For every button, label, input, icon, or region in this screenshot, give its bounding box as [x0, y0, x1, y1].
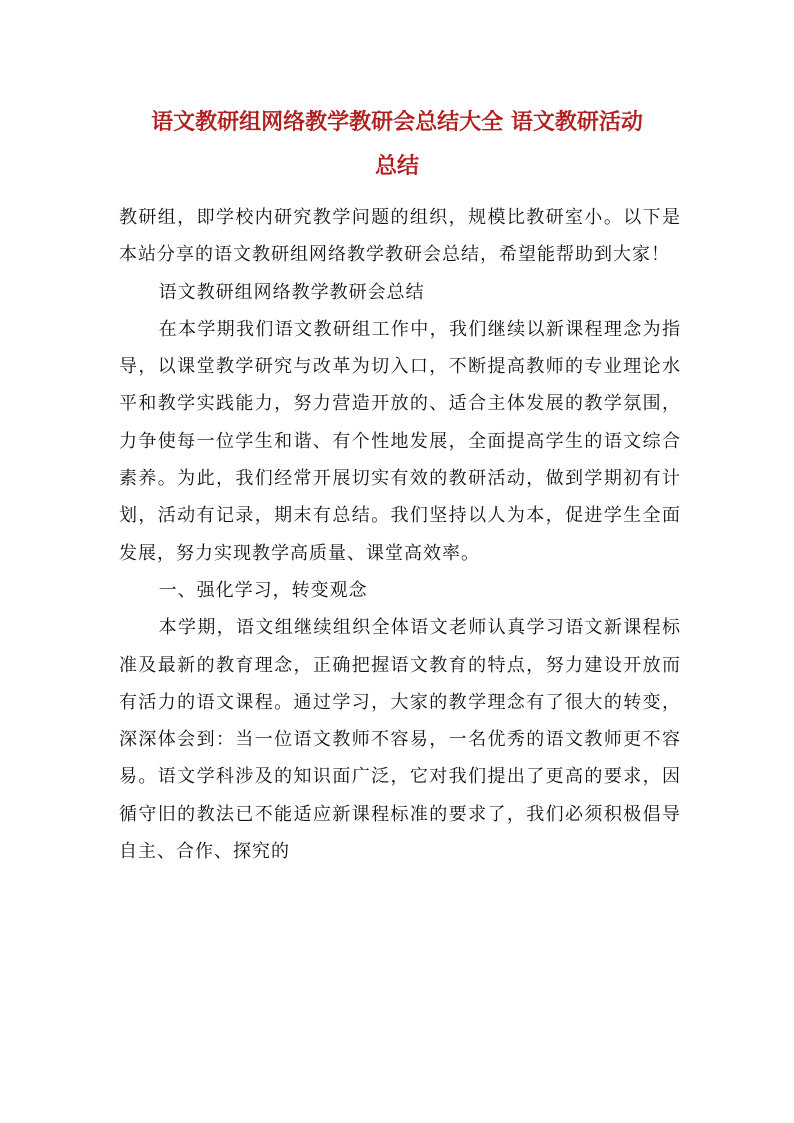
- body-paragraph: 在本学期我们语文教研组工作中，我们继续以新课程理念为指导，以课堂教学研究与改革为切入口，不断提高教师的专业理论水平和教学实践能力，努力营造开放的、适合主体发展的教学氛围，力争使每一位学生和谐、有个性地发展，全面提高学生的语文综合素养。为此，我们经常开展切实有效的教研活动，做到学期初有计划，活动有记录，期末有总结。我们坚持以人为本，促进学生全面发展，努力实现教学高质量、课堂高效率。: [119, 318, 681, 564]
- document-body: [119, 199, 681, 870]
- body-paragraph: 本学期，语文组继续组织全体语文老师认真学习语文新课程标准及最新的教育理念，正确把握语文教育的特点，努力建设开放而有活力的语文课程。通过学习，大家的教学理念有了很大的转变，深深体会到：当一位语文教师不容易，一名优秀的语文教师更不容易。语文学科涉及的知识面广泛，它对我们提出了更高的要求，因循守旧的教法已不能适应新课程标准的要求了，我们必须积极倡导自主、合作、探究的: [119, 617, 681, 863]
- intro-paragraph: 教研组，即学校内研究教学问题的组织，规模比教研室小。以下是本站分享的语文教研组网络教学教研会总结，希望能帮助到大家！: [119, 207, 681, 266]
- section-heading: 语文教研组网络教学教研会总结: [158, 281, 425, 303]
- title-line-2: 总结: [374, 153, 419, 179]
- document-title: [90, 100, 704, 188]
- title-line-1: 语文教研组网络教学教研会总结大全 语文教研活动: [151, 109, 643, 135]
- subsection-heading: 一、强化学习，转变观念: [158, 579, 368, 601]
